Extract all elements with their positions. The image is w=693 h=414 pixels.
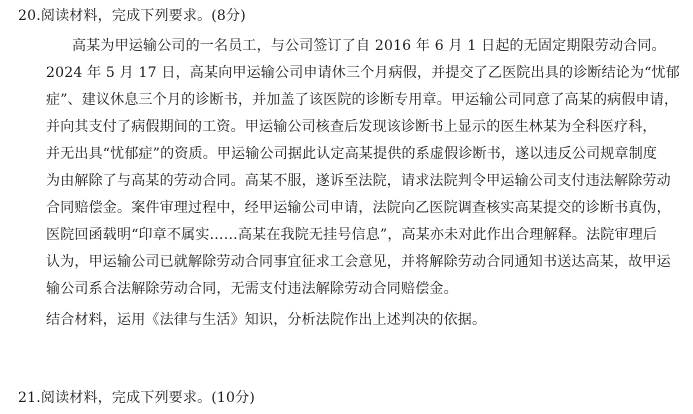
material-line-9: 认为，甲运输公司已就解除劳动合同事宜征求工会意见，并将解除劳动合同通知书送达高某，故甲运 [46,254,671,270]
material-line-8: 医院回函载明“印章不属实……高某在我院无挂号信息”，高某亦未对此作出合理解释。法院审理后 [46,227,658,243]
question-20-heading: 20.阅读材料，完成下列要求。(8分) [18,8,246,24]
material-line-2: 2024 年 5 月 17 日，高某向甲运输公司申请休三个月病假，并提交了乙医院出具的诊断结论为“忧郁 [46,65,680,81]
material-line-1: 高某为甲运输公司的一名员工，与公司签订了自 2016 年 6 月 1 日起的无固定期限劳动合同。 [72,38,666,54]
material-line-7: 合同赔偿金。案件审理过程中，经甲运输公司申请，法院向乙医院调查核实高某提交的诊断书真伪， [46,200,671,216]
material-line-10: 输公司系合法解除劳动合同，无需支付违法解除劳动合同赔偿金。 [46,281,458,297]
material-line-6: 为由解除了与高某的劳动合同。高某不服，遂诉至法院，请求法院判令甲运输公司支付违法解除劳动 [46,173,671,189]
question-20-task: 结合材料，运用《法律与生活》知识，分析法院作出上述判决的依据。 [46,312,487,328]
material-line-5: 并无出具“忧郁症”的资质。甲运输公司据此认定高某提供的系虚假诊断书，遂以违反公司规章制度 [46,146,658,162]
material-line-3: 症”、建议休息三个月的诊断书，并加盖了该医院的诊断专用章。甲运输公司同意了高某的病假申请， [46,92,679,108]
material-line-4: 并向其支付了病假期间的工资。甲运输公司核查后发现该诊断书上显示的医生林某为全科医疗科， [46,119,657,135]
question-21-heading: 21.阅读材料，完成下列要求。(10分) [18,390,256,406]
